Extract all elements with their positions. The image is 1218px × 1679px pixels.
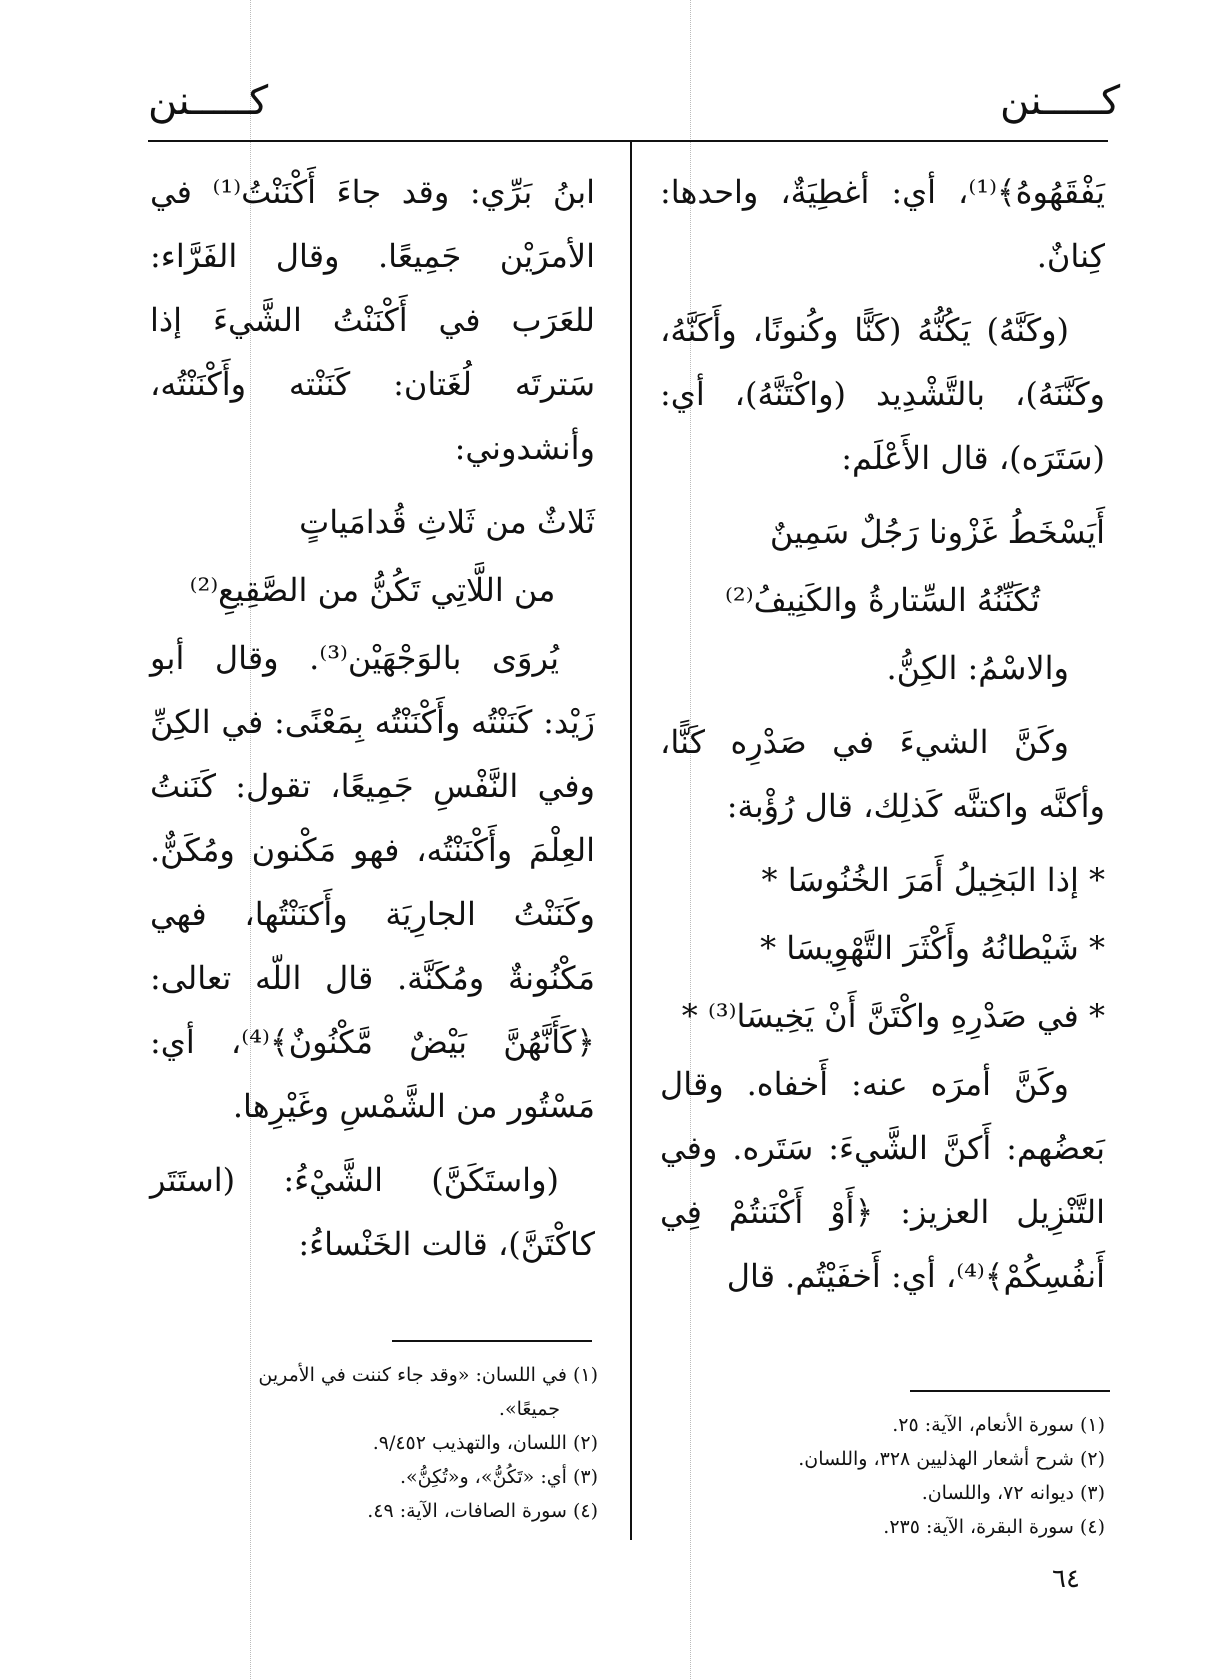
verse-line: * شَيْطانُهُ وأَكْثَرَ التَّهْوِيسَا * bbox=[760, 929, 1105, 967]
paragraph: (وكَنَّهُ) يَكُنُّهُ (كَنًّا وكُنونًا، وأَكَنَّهُ، وكَنَّنَهُ)، بالتَّشْدِيد (واكْتَنَّهُ)، أي: (سَتَرَه)، قال الأَعْلَم: bbox=[660, 311, 1105, 477]
paragraph: وكَنَّ أمرَه عنه: أَخفاه. وقال بَعضُهم: أَكنَّ الشَّيءَ: سَتَره. وفي التَّنْزِيل العزيز: ﴿أَوْ أَكْنَنتُمْ فِي أَنفُسِكُمْ﴾⁽⁴⁾، أي: أَخفَيْتُم. قال bbox=[660, 1065, 1105, 1295]
right-column bbox=[660, 160, 1105, 1318]
paragraph: يَفْقَهُوهُ﴾⁽¹⁾، أي: أغطِيَةٌ، واحدها: كِنانٌ. bbox=[660, 173, 1105, 275]
footnote: (٣) أي: «تَكُنُّ»، و«تُكِنُّ». bbox=[399, 1466, 598, 1488]
footnote: (٣) ديوانه ٧٢، واللسان. bbox=[921, 1482, 1105, 1504]
verse-line: أَيَسْخَطُ غَزْونا رَجُلٌ سَمِينٌ bbox=[769, 513, 1105, 551]
footnotes-left bbox=[148, 1358, 598, 1528]
footnote: (١) في اللسان: «وقد جاء كننت في الأمرين bbox=[258, 1364, 598, 1386]
header-rule bbox=[148, 140, 1108, 142]
running-header-right: كـــــنن bbox=[1000, 78, 1121, 124]
footnote: (٤) سورة البقرة، الآية: ٢٣٥. bbox=[883, 1516, 1105, 1538]
footnote: (٢) اللسان، والتهذيب ٩/٤٥٢. bbox=[372, 1432, 598, 1454]
paragraph: يُروَى بالوَجْهَيْن⁽³⁾. وقال أبو زَيْد: كَنَنْتُه وأَكْنَنْتُه بِمَعْنًى: في الكِنِّ وفي النَّفْسِ جَمِيعًا، تقول: كَنَنتُ العِلْمَ وأَكْنَنْتُه، فهو مَكْنون ومُكَنٌّ. وكَنَنْتُ الجارِيَة وأَكنَنْتُها، فهي مَكْنُونةٌ ومُكَنَّة. قال اللّه تعالى: ﴿كَأَنَّهُنَّ بَيْضٌ مَّكْنُونٌ﴾⁽⁴⁾، أي: مَسْتُور من الشَّمْسِ وغَيْرِها. bbox=[150, 639, 596, 1125]
footnote: (٤) سورة الصافات، الآية: ٤٩. bbox=[367, 1500, 598, 1522]
footnote-rule bbox=[392, 1340, 592, 1342]
paragraph: (واستَكَنَّ) الشَّيْءُ: (استَتَر كاكْتَنَّ)، قالت الخَنْساءُ: bbox=[150, 1161, 595, 1263]
paragraph: وكَنَّ الشيءَ في صَدْرِه كَنًّا، وأكنَّه واكتنَّه كَذلِك، قال رُؤْبة: bbox=[660, 723, 1105, 825]
page-number: ٦٤ bbox=[1052, 1564, 1080, 1594]
column-divider bbox=[630, 142, 632, 1540]
footnote: (١) سورة الأنعام، الآية: ٢٥. bbox=[892, 1414, 1105, 1436]
footnotes-right bbox=[655, 1408, 1105, 1544]
footnote: (٢) شرح أشعار الهذليين ٣٢٨، واللسان. bbox=[798, 1448, 1105, 1470]
verse-line: * في صَدْرِهِ واكْتَنَّ أَنْ يَخِيسَا⁽³⁾ * bbox=[681, 997, 1105, 1035]
paragraph: والاسْمُ: الكِنُّ. bbox=[886, 649, 1069, 687]
footnote-continuation: جميعًا». bbox=[498, 1398, 560, 1420]
running-header-left: كـــــنن bbox=[148, 78, 269, 124]
verse-line: ثَلاثٌ من ثَلاثِ قُدامَياتٍ bbox=[299, 503, 595, 541]
left-column bbox=[150, 160, 595, 1286]
footnote-rule bbox=[910, 1390, 1110, 1392]
verse-line: * إذا البَخِيلُ أَمَرَ الخُنُوسَا * bbox=[761, 861, 1105, 899]
verse-line: من اللَّاتِي تَكُنُّ من الصَّقِيعِ⁽²⁾ bbox=[189, 571, 556, 609]
verse-line: تُكَنِّنُهُ السِّتارةُ والكَنِيفُ⁽²⁾ bbox=[725, 581, 1040, 619]
paragraph: ابنُ بَرِّي: وقد جاءَ أَكْنَنْتُ⁽¹⁾ في الأمرَيْن جَمِيعًا. وقال الفَرَّاء: للعَرَب في أَكْنَنْتُ الشَّيءَ إذا سَترتَه لُغَتان: كَنَنْته وأَكْنَنْتُه، وأنشدوني: bbox=[150, 173, 596, 467]
